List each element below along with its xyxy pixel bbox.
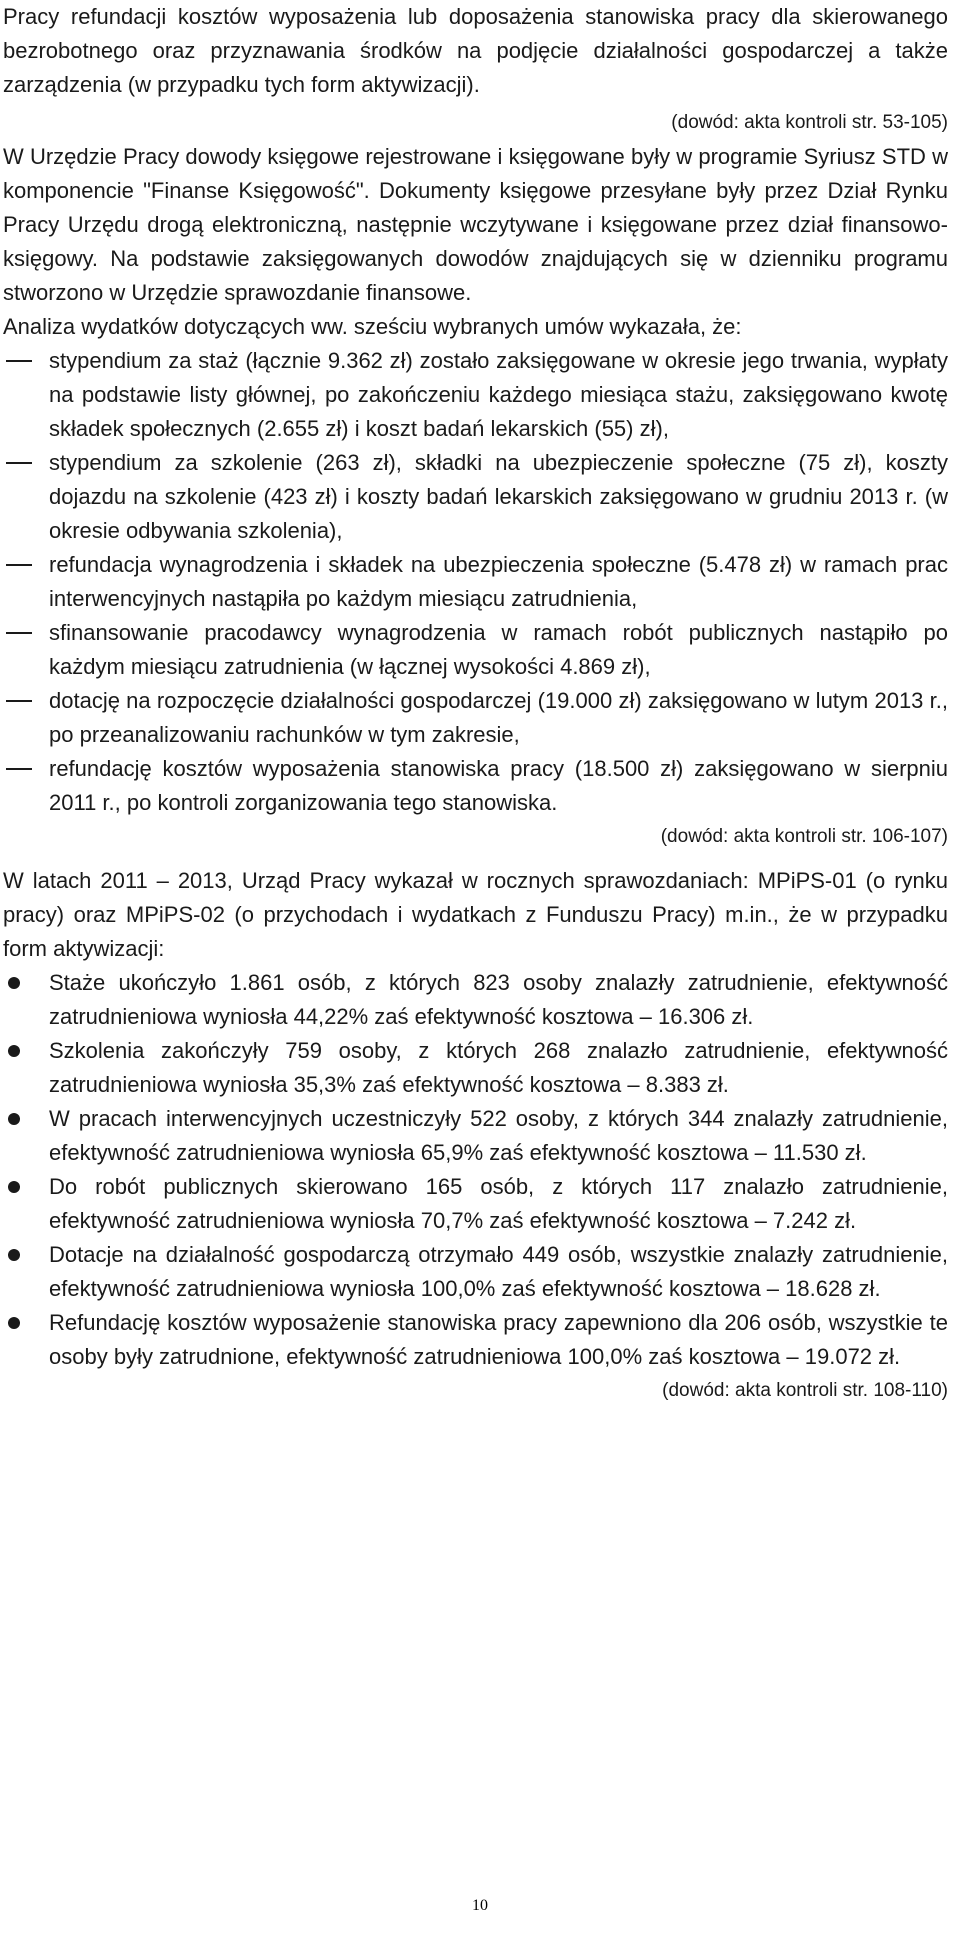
list-item: stypendium za staż (łącznie 9.362 zł) zostało zaksięgowane w okresie jego trwania, wypłaty na podstawie listy głównej, po zakończeniu każdego miesiąca stażu, zaksięgowano kwotę składek społecznych (2.655 zł) i koszt badań lekarskich (55) zł), xyxy=(3,344,948,446)
evidence-reference-1: (dowód: akta kontroli str. 53-105) xyxy=(671,112,948,133)
dash-bullet-icon xyxy=(6,360,32,362)
evidence-reference-3: (dowód: akta kontroli str. 108-110) xyxy=(662,1380,948,1401)
evidence-reference-2: (dowód: akta kontroli str. 106-107) xyxy=(660,826,948,847)
bullet-icon xyxy=(8,1045,20,1057)
bullet-icon xyxy=(8,1317,20,1329)
analysis-intro: Analiza wydatków dotyczących ww. sześciu wybranych umów wykazała, że: xyxy=(3,314,742,339)
list-item: refundację kosztów wyposażenia stanowiska pracy (18.500 zł) zaksięgowano w sierpniu 2011 r., po kontroli zorganizowania tego stanowiska. xyxy=(3,752,948,820)
accounting-paragraph: W Urzędzie Pracy dowody księgowe rejestrowane i księgowane były w programie Syriusz STD w komponencie "Finanse Księgowość". Dokumenty księgowe przesyłane były przez Dział Rynku Pracy Urzędu drogą elektroniczną, następnie wczytywane i księgowane przez dział finansowo-księgowy. Na podstawie zaksięgowanych dowodów znajdujących się w dzienniku programu stworzono w Urzędzie sprawozdanie finansowe. xyxy=(3,144,948,305)
list-item: Do robót publicznych skierowano 165 osób, z których 117 znalazło zatrudnienie, efektywność zatrudnieniowa wyniosła 70,7% zaś efektywność kosztowa – 7.242 zł. xyxy=(3,1170,948,1238)
list-item: Dotacje na działalność gospodarczą otrzymało 449 osób, wszystkie znalazły zatrudnienie, efektywność zatrudnieniowa wyniosła 100,0% zaś efektywność kosztowa – 18.628 zł. xyxy=(3,1238,948,1306)
dash-bullet-icon xyxy=(6,700,32,702)
page-number: 10 xyxy=(472,1897,488,1914)
list-item: sfinansowanie pracodawcy wynagrodzenia w ramach robót publicznych nastąpiło po każdym miesiącu zatrudnienia (w łącznej wysokości 4.869 zł), xyxy=(3,616,948,684)
list-item: Staże ukończyło 1.861 osób, z których 823 osoby znalazły zatrudnienie, efektywność zatrudnieniowa wyniosła 44,22% zaś efektywność kosztowa – 16.306 zł. xyxy=(3,966,948,1034)
list-item: refundacja wynagrodzenia i składek na ubezpieczenia społeczne (5.478 zł) w ramach prac interwencyjnych nastąpiła po każdym miesiącu zatrudnienia, xyxy=(3,548,948,616)
bullet-icon xyxy=(8,1181,20,1193)
dash-bullet-icon xyxy=(6,768,32,770)
list-item: Refundację kosztów wyposażenie stanowiska pracy zapewniono dla 206 osób, wszystkie te osoby były zatrudnione, efektywność zatrudnieniowa 100,0% zaś kosztowa – 19.072 zł. xyxy=(3,1306,948,1374)
list-item: W pracach interwencyjnych uczestniczyły 522 osoby, z których 344 znalazły zatrudnienie, efektywność zatrudnieniowa wyniosła 65,9% zaś efektywność kosztowa – 11.530 zł. xyxy=(3,1102,948,1170)
intro-paragraph: Pracy refundacji kosztów wyposażenia lub doposażenia stanowiska pracy dla skierowanego bezrobotnego oraz przyznawania środków na podjęcie działalności gospodarczej a także zarządzenia (w przypadku tych form aktywizacji). xyxy=(3,4,948,97)
expense-analysis-list xyxy=(3,344,948,820)
dash-bullet-icon xyxy=(6,462,32,464)
bullet-icon xyxy=(8,977,20,989)
activation-results-list xyxy=(3,966,948,1374)
dash-bullet-icon xyxy=(6,632,32,634)
list-item: dotację na rozpoczęcie działalności gospodarczej (19.000 zł) zaksięgowano w lutym 2013 r., po przeanalizowaniu rachunków w tym zakresie, xyxy=(3,684,948,752)
list-item: stypendium za szkolenie (263 zł), składki na ubezpieczenie społeczne (75 zł), koszty dojazdu na szkolenie (423 zł) i koszty badań lekarskich zaksięgowano w grudniu 2013 r. (w okresie odbywania szkolenia), xyxy=(3,446,948,548)
list-item: Szkolenia zakończyły 759 osoby, z których 268 znalazło zatrudnienie, efektywność zatrudnieniowa wyniosła 35,3% zaś efektywność kosztowa – 8.383 zł. xyxy=(3,1034,948,1102)
dash-bullet-icon xyxy=(6,564,32,566)
bullet-icon xyxy=(8,1113,20,1125)
bullet-icon xyxy=(8,1249,20,1261)
reports-paragraph: W latach 2011 – 2013, Urząd Pracy wykazał w rocznych sprawozdaniach: MPiPS-01 (o rynku pracy) oraz MPiPS-02 (o przychodach i wydatkach z Funduszu Pracy) m.in., że w przypadku form aktywizacji: xyxy=(3,868,948,961)
